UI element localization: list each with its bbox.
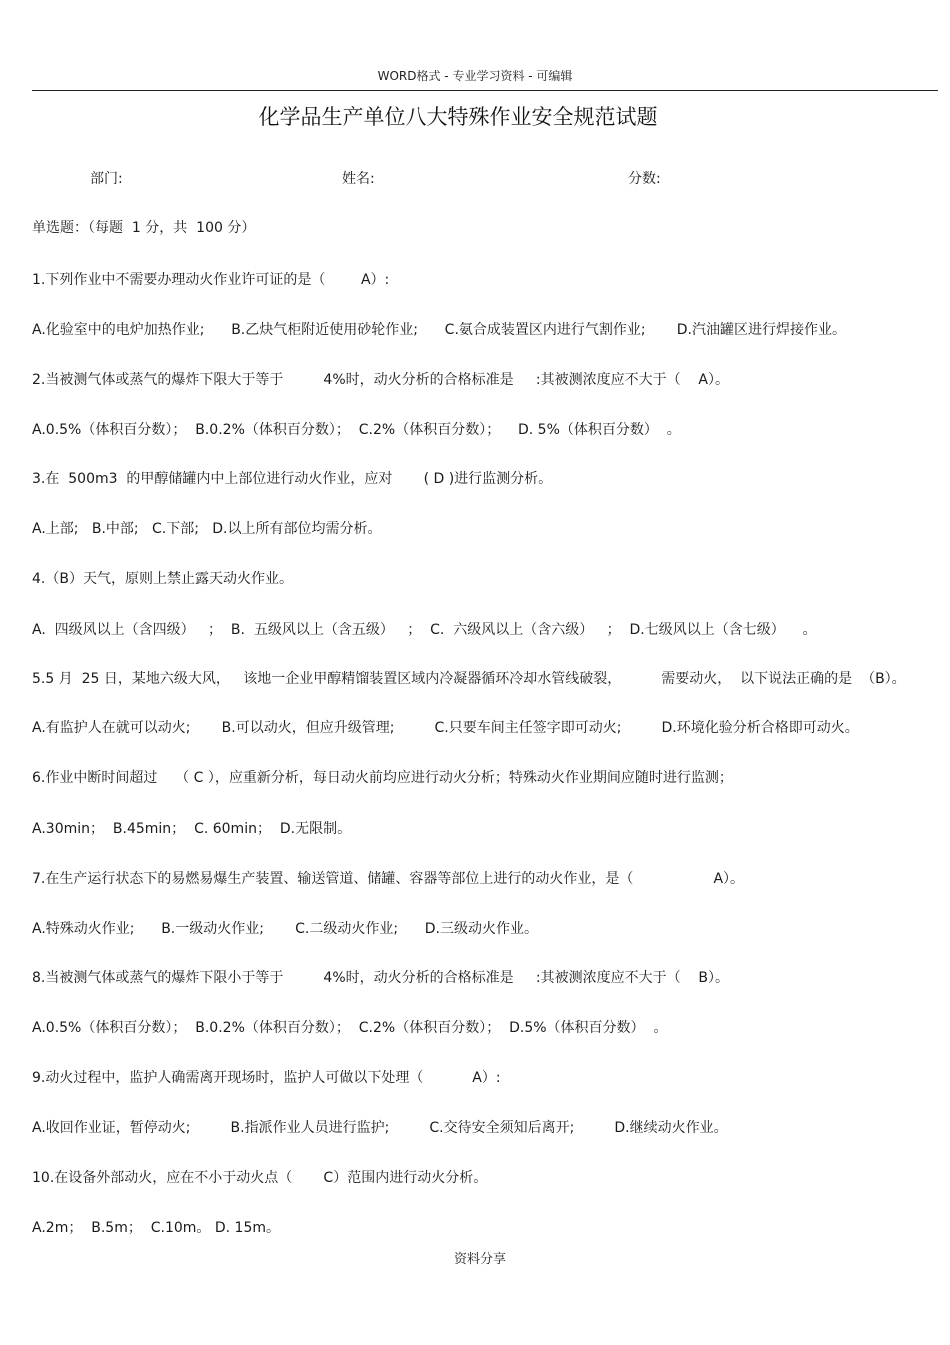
department-field: 部门: — [90, 171, 123, 187]
question-1-options: A.化验室中的电炉加热作业; B.乙炔气柜附近使用砂轮作业; C.氨合成装置区内进行气割作业; D.汽油罐区进行焊接作业。 — [32, 322, 846, 338]
question-3: 3.在 500m3 的甲醇储罐内中上部位进行动火作业，应对 ( D )进行监测分析。 — [32, 471, 553, 487]
name-field: 姓名: — [342, 171, 375, 187]
question-2-options: A.0.5%（体积百分数）； B.0.2%（体积百分数）； C.2%（体积百分数）； D. 5%（体积百分数） 。 — [32, 422, 681, 438]
question-10-options: A.2m； B.5m； C.10m。 D. 15m。 — [32, 1220, 280, 1236]
question-7: 7.在生产运行状态下的易燃易爆生产装置、输送管道、储罐、容器等部位上进行的动火作业，是（ A）。 — [32, 871, 745, 887]
question-8-options: A.0.5%（体积百分数）； B.0.2%（体积百分数）； C.2%（体积百分数）； D.5%（体积百分数） 。 — [32, 1020, 668, 1036]
question-7-options: A.特殊动火作业; B.一级动火作业; C.二级动火作业; D.三级动火作业。 — [32, 921, 538, 937]
question-9: 9.动火过程中，监护人确需离开现场时，监护人可做以下处理（ A）: — [32, 1070, 501, 1086]
question-1: 1.下列作业中不需要办理动火作业许可证的是（ A）: — [32, 272, 390, 288]
question-6-options: A.30min； B.45min； C. 60min； D.无限制。 — [32, 821, 352, 837]
page-footer: 资料分享 — [453, 1252, 506, 1267]
question-2: 2.当被测气体或蒸气的爆炸下限大于等于 4%时，动火分析的合格标准是 :其被测浓度应不大于（ A）。 — [32, 372, 729, 388]
question-5-options: A.有监护人在就可以动火; B.可以动火，但应升级管理; C.只要车间主任签字即可动火; D.环境化验分析合格即可动火。 — [32, 720, 859, 736]
question-10: 10.在设备外部动火，应在不小于动火点（ C）范围内进行动火分析。 — [32, 1170, 488, 1186]
question-6: 6.作业中断时间超过 （ C ），应重新分析，每日动火前均应进行动火分析；特殊动火作业期间应随时进行监测； — [32, 770, 733, 786]
header-divider — [32, 90, 938, 91]
question-4: 4.（B）天气，原则上禁止露天动火作业。 — [32, 571, 293, 587]
question-3-options: A.上部; B.中部; C.下部; D.以上所有部位均需分析。 — [32, 521, 382, 537]
instructions: 单选题：（每题 1 分，共 100 分） — [32, 220, 256, 236]
question-8: 8.当被测气体或蒸气的爆炸下限小于等于 4%时，动火分析的合格标准是 :其被测浓度应不大于（ B）。 — [32, 970, 729, 986]
question-9-options: A.收回作业证，暂停动火; B.指派作业人员进行监护; C.交待安全须知后离开; D.继续动火作业。 — [32, 1120, 728, 1136]
document-title: 化学品生产单位八大特殊作业安全规范试题 — [258, 105, 658, 129]
page-header: WORD格式 - 专业学习资料 - 可编辑 — [377, 69, 573, 83]
score-field: 分数: — [628, 171, 661, 187]
question-5: 5.5 月 25 日，某地六级大风， 该地一企业甲醇精馏装置区域内冷凝器循环冷却水管线破裂， 需要动火， 以下说法正确的是 （B）。 — [32, 671, 906, 687]
question-4-options: A. 四级风以上（含四级） ； B. 五级风以上（含五级） ； C. 六级风以上（含六级） ； D.七级风以上（含七级） 。 — [32, 622, 817, 638]
